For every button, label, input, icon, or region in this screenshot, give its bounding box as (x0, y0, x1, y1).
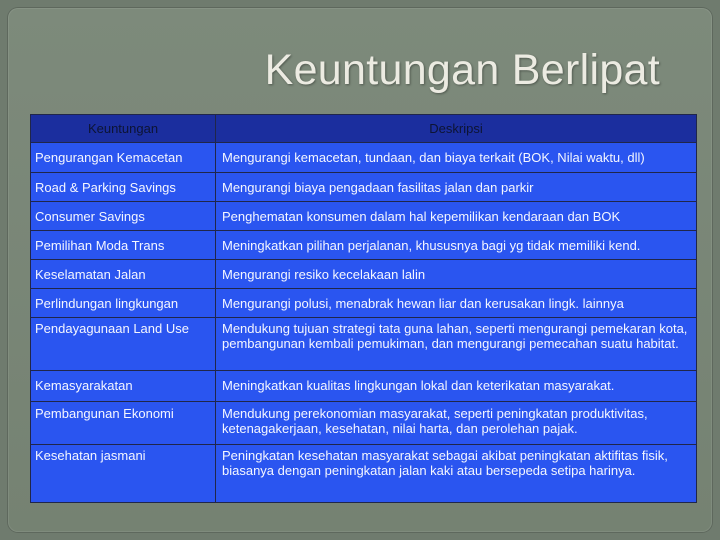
table-row (31, 231, 697, 260)
benefits-table (30, 114, 697, 503)
table-row (31, 173, 697, 202)
slide-title: Keuntungan Berlipat (264, 46, 660, 94)
benefit-description: Mengurangi kemacetan, tundaan, dan biaya terkait (BOK, Nilai waktu, dll) (216, 143, 697, 173)
benefit-description: Mendukung tujuan strategi tata guna lahan, seperti mengurangi pemekaran kota, pembangunan kembali pemukiman, dan mengurangi pemecahan suatu habitat. (216, 318, 697, 371)
benefit-description: Mengurangi polusi, menabrak hewan liar dan kerusakan lingk. lainnya (216, 289, 697, 318)
benefit-name: Perlindungan lingkungan (31, 289, 216, 318)
benefit-description: Mengurangi biaya pengadaan fasilitas jalan dan parkir (216, 173, 697, 202)
table-row (31, 445, 697, 503)
benefit-description: Meningkatkan kualitas lingkungan lokal dan keterikatan masyarakat. (216, 371, 697, 402)
benefit-description: Meningkatkan pilihan perjalanan, khususnya bagi yg tidak memiliki kend. (216, 231, 697, 260)
benefit-description: Mendukung perekonomian masyarakat, seperti peningkatan produktivitas, ketenagakerjaan, kesehatan, nilai harta, dan perolehan pajak. (216, 402, 697, 445)
benefit-description: Penghematan konsumen dalam hal kepemilikan kendaraan dan BOK (216, 202, 697, 231)
benefit-description: Mengurangi resiko kecelakaan lalin (216, 260, 697, 289)
benefit-name: Pembangunan Ekonomi (31, 402, 216, 445)
table-row (31, 202, 697, 231)
benefit-name: Pendayagunaan Land Use (31, 318, 216, 371)
table-row (31, 402, 697, 445)
column-header-keuntungan: Keuntungan (31, 115, 216, 143)
table-header-row (31, 115, 697, 143)
table-row (31, 143, 697, 173)
table-row (31, 260, 697, 289)
benefit-name: Pengurangan Kemacetan (31, 143, 216, 173)
table-row (31, 289, 697, 318)
benefit-description: Peningkatan kesehatan masyarakat sebagai akibat peningkatan aktifitas fisik, biasanya dengan peningkatan jalan kaki atau bersepeda setipa harinya. (216, 445, 697, 503)
column-header-deskripsi: Deskripsi (216, 115, 697, 143)
benefit-name: Road & Parking Savings (31, 173, 216, 202)
benefit-name: Consumer Savings (31, 202, 216, 231)
benefit-name: Kesehatan jasmani (31, 445, 216, 503)
table-row (31, 371, 697, 402)
benefit-name: Kemasyarakatan (31, 371, 216, 402)
benefit-name: Keselamatan Jalan (31, 260, 216, 289)
benefit-name: Pemilihan Moda Trans (31, 231, 216, 260)
table-row (31, 318, 697, 371)
